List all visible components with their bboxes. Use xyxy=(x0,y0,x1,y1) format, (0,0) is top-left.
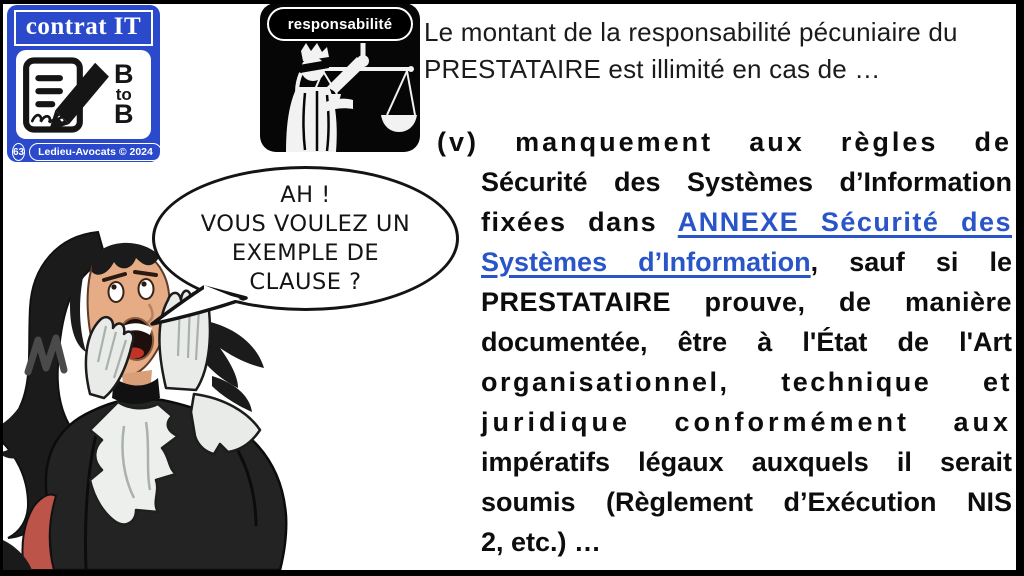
responsibility-label: responsabilité xyxy=(267,7,413,41)
clause-line: documentée, être à l'État de l'Art xyxy=(481,327,1012,357)
annexe-link[interactable]: ANNEXE Sécurité des xyxy=(677,207,1012,237)
lady-justice-scales-icon xyxy=(261,41,419,152)
logo-footer xyxy=(7,143,160,161)
clause-line: soumis (Règlement d’Exécution NIS xyxy=(481,487,1012,517)
clause-line: impératifs légaux auxquels il serait xyxy=(481,447,1012,477)
credit-badge: Ledieu-Avocats © 2024 xyxy=(29,143,162,161)
clause-line xyxy=(437,242,1012,282)
clause-line: (v) manquement aux règles de xyxy=(437,127,1012,157)
document-pencil-icon xyxy=(20,55,112,135)
clause-line xyxy=(437,202,1012,242)
clause-line: juridique conformément aux xyxy=(481,407,1012,437)
b-to-b-label xyxy=(114,58,134,130)
clause-line: 2, etc.) … xyxy=(481,527,602,557)
logo-icon-panel xyxy=(16,50,151,139)
clause-line: PRESTATAIRE prouve, de manière xyxy=(481,287,1012,317)
contrat-it-logo xyxy=(7,5,160,162)
headline-line: PRESTATAIRE est illimité en cas de … xyxy=(424,54,881,84)
b-to-b-letter: to xyxy=(115,84,132,104)
clause-text: , sauf si le xyxy=(810,247,1012,277)
clause-text: fixées dans xyxy=(481,207,678,237)
b-to-b-letter: B xyxy=(114,58,134,89)
speech-bubble-line: AH ! xyxy=(280,181,331,208)
headline-line: Le montant de la responsabilité pécuniaire du xyxy=(424,17,958,47)
headline xyxy=(424,14,1018,88)
b-to-b-letter: B xyxy=(114,99,134,130)
annexe-link[interactable]: Systèmes d’Information xyxy=(481,247,811,277)
speech-bubble-line: CLAUSE ? xyxy=(249,268,362,295)
responsibility-badge xyxy=(260,3,420,152)
logo-title: contrat IT xyxy=(14,10,153,46)
clause-line: Sécurité des Systèmes d’Information xyxy=(481,167,1012,197)
speech-bubble-line: VOUS VOULEZ UN xyxy=(200,210,411,237)
speech-bubble-tail xyxy=(146,284,250,328)
clause-paragraph xyxy=(437,122,1012,562)
speech-bubble-line: EXEMPLE DE xyxy=(231,239,380,266)
clause-line: organisationnel, technique et xyxy=(481,367,1012,397)
slide-number-badge: 63 xyxy=(12,143,25,161)
